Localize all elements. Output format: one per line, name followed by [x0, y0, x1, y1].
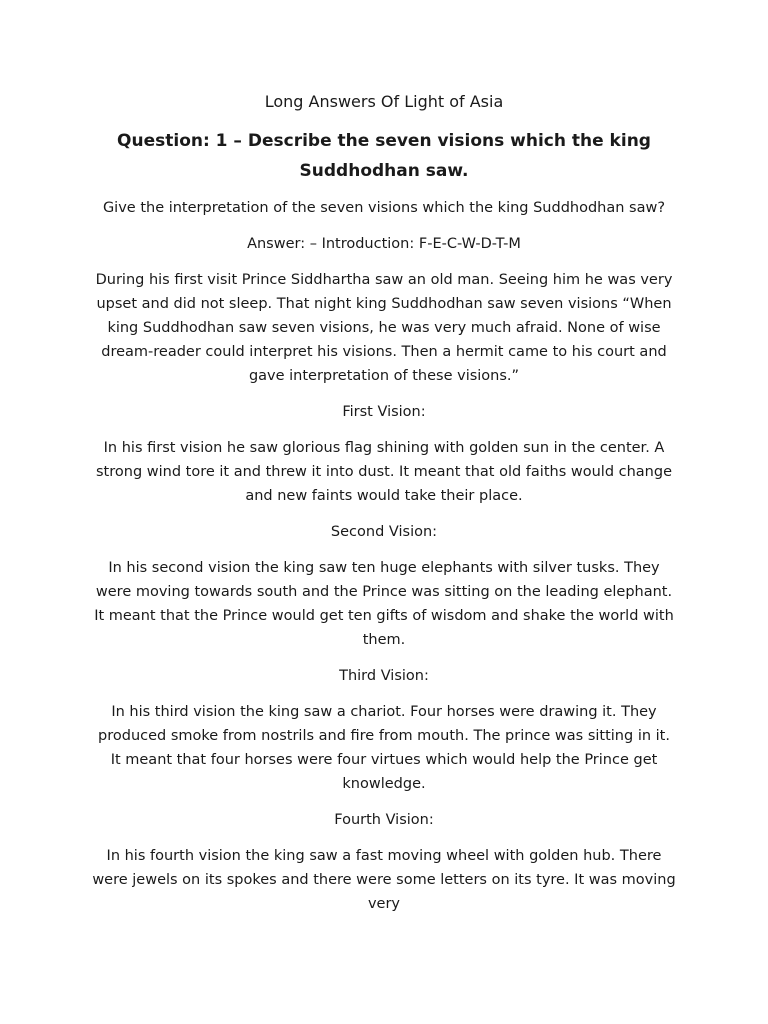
section-text-fourth-vision: In his fourth vision the king saw a fast moving wheel with golden hub. There were jewels on its spokes and there were some letters on its tyre. It was moving very — [92, 848, 676, 912]
intro-paragraph: During his first visit Prince Siddhartha saw an old man. Seeing him he was very upset and did not sleep. That night king Suddhodhan saw seven visions “When king Suddhodhan saw seven visions, he was very much afraid. None of wise dream-reader could interpret his visions. Then a hermit came to his court and gave interpretation of these visions.” — [95, 272, 673, 384]
section-text-second-vision: In his second vision the king saw ten huge elephants with silver tusks. They were moving towards south and the Prince was sitting on the leading elephant. It meant that the Prince would get ten gifts of wisdom and shake the world with them. — [94, 560, 674, 648]
answer-intro: Answer: – Introduction: F-E-C-W-D-T-M — [247, 236, 521, 252]
section-text-third-vision: In his third vision the king saw a chariot. Four horses were drawing it. They produced smoke from nostrils and fire from mouth. The prince was sitting in it. It meant that four horses were four virtues which would help the Prince get knowledge. — [98, 704, 670, 792]
question-heading: Question: 1 – Describe the seven visions which the king Suddhodhan saw. — [117, 131, 651, 181]
section-text-first-vision: In his first vision he saw glorious flag shining with golden sun in the center. A strong wind tore it and threw it into dust. It meant that old faiths would change and new faints would take their place. — [96, 440, 672, 504]
section-heading-third-vision: Third Vision: — [339, 668, 429, 684]
section-heading-first-vision: First Vision: — [342, 404, 426, 420]
question-prompt: Give the interpretation of the seven visions which the king Suddhodhan saw? — [102, 200, 666, 216]
section-heading-fourth-vision: Fourth Vision: — [334, 812, 434, 828]
section-heading-second-vision: Second Vision: — [330, 524, 438, 540]
document-title: Long Answers Of Light of Asia — [264, 92, 504, 111]
